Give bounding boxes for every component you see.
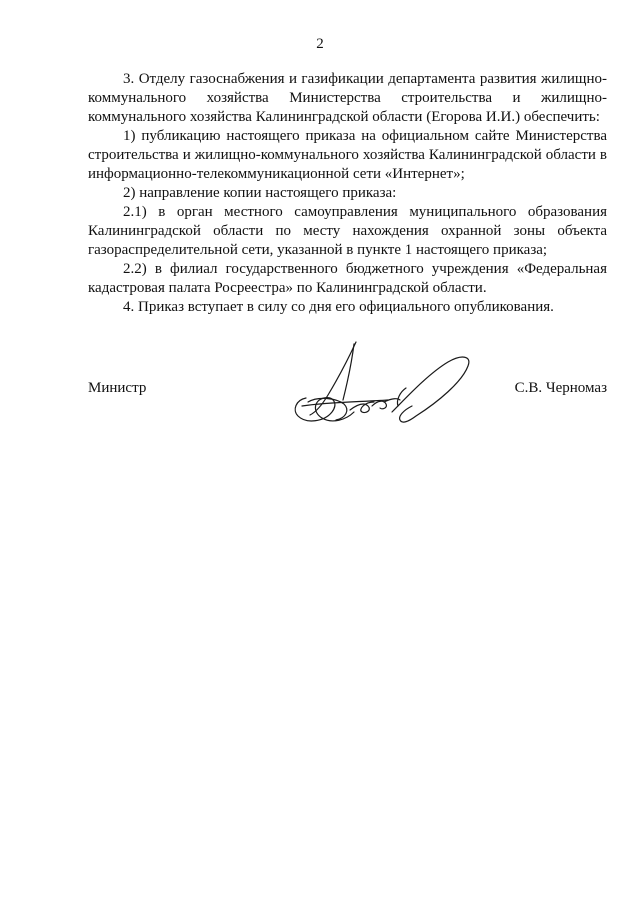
signatory-name: С.В. Черномаз [514, 380, 607, 396]
paragraph-subitem-2-1: 2.1) в орган местного самоуправления муниципального образования Калининградской области по месту нахождения охранной зоны объекта газораспределительной сети, указанной в пункте 1 настоящего приказа; [88, 204, 607, 258]
paragraph-subitem-2: 2) направление копии настоящего приказа: [123, 185, 397, 201]
paragraph-subitem-2-2: 2.2) в филиал государственного бюджетного учреждения «Федеральная кадастровая палата Росреестра» по Калининградской области. [88, 261, 607, 296]
paragraph-item-4: 4. Приказ вступает в силу со дня его официального опубликования. [123, 299, 554, 315]
signature-block [88, 340, 607, 430]
page-number: 2 [316, 36, 324, 52]
handwritten-signature [288, 340, 473, 430]
document-body [88, 70, 607, 317]
paragraph-subitem-1: 1) публикацию настоящего приказа на официальном сайте Министерства строительства и жилищно-коммунального хозяйства Калининградской области в информационно-телекоммуникационной сети «Интернет»; [88, 128, 607, 182]
paragraph-item-3: 3. Отделу газоснабжения и газификации департамента развития жилищно-коммунального хозяйства Министерства строительства и жилищно-коммунального хозяйства Калининградской области (Егорова И.И.) обеспечить: [88, 71, 607, 125]
signatory-title: Министр [88, 380, 147, 396]
